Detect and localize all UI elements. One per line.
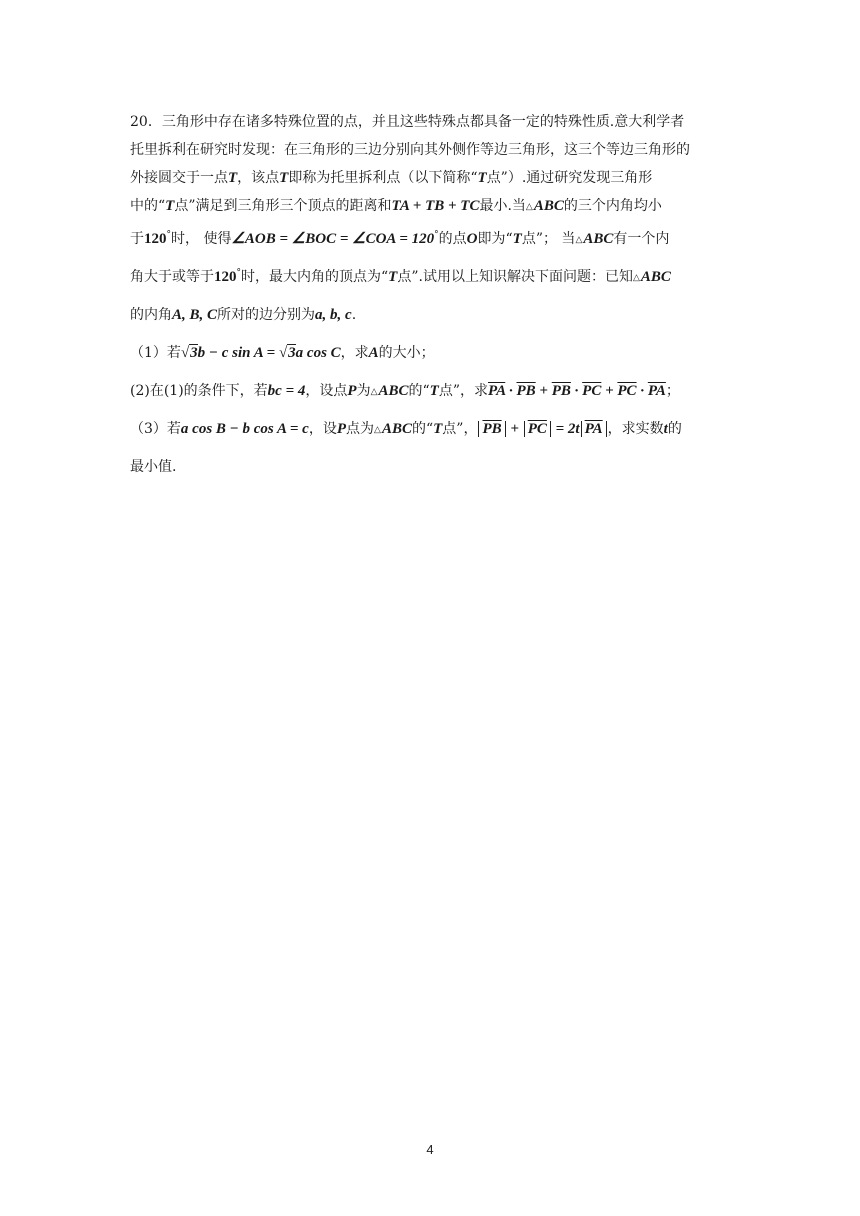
equation-1-middle: b − c sin A = bbox=[197, 345, 279, 361]
math-120: 120 bbox=[144, 231, 167, 247]
text: 时，最大内角的顶点为“ bbox=[241, 269, 389, 285]
triangle-symbol: △ bbox=[370, 386, 378, 396]
text: （3）若 bbox=[130, 421, 181, 437]
text: 外接圆交于一点 bbox=[130, 170, 228, 186]
text: 的“ bbox=[408, 383, 430, 399]
problem-line-5 bbox=[130, 220, 730, 258]
vector-PB: $\overline{PB}$ bbox=[516, 383, 536, 399]
text: ，设点 bbox=[305, 383, 348, 399]
dot-operator: · bbox=[570, 383, 583, 399]
text: 点”，求 bbox=[438, 383, 489, 399]
problem-line-1 bbox=[130, 108, 730, 136]
text: 所对的边分别为 bbox=[217, 307, 316, 323]
problem-line-7 bbox=[130, 296, 730, 334]
math-ABC: ABC bbox=[381, 421, 412, 437]
question-1 bbox=[130, 334, 730, 372]
text: 点”）.通过研究发现三角形 bbox=[486, 170, 653, 186]
math-ABC: ABC bbox=[583, 231, 614, 247]
text: 点”， bbox=[442, 421, 478, 437]
text: 的大小； bbox=[378, 345, 435, 361]
math-P: P bbox=[336, 421, 347, 437]
math-t: t bbox=[663, 421, 668, 437]
math-distance-sum: TA + TB + TC bbox=[391, 198, 480, 214]
text: 中的“ bbox=[130, 198, 166, 214]
triangle-symbol: △ bbox=[374, 424, 381, 434]
question-3-continued bbox=[130, 448, 730, 486]
text: 即称为托里拆利点（以下简称“ bbox=[288, 170, 478, 186]
text: 的内角 bbox=[130, 307, 172, 323]
text: ，设 bbox=[308, 421, 337, 437]
text: 时， 使得 bbox=[171, 231, 232, 247]
text: 为 bbox=[356, 383, 371, 399]
text: 角大于或等于 bbox=[130, 269, 214, 285]
equals-2t: = 2t bbox=[551, 421, 580, 437]
problem-line-6 bbox=[130, 258, 730, 296]
text: 托里拆利在研究时发现：在三角形的三边分别向其外侧作等边三角形，这三个等边三角形的 bbox=[130, 142, 690, 158]
degree-symbol: ° bbox=[236, 268, 241, 278]
text: ； bbox=[665, 383, 680, 399]
text: 20．三角形中存在诸多特殊位置的点，并且这些特殊点都具备一定的特殊性质.意大利学者 bbox=[130, 114, 685, 130]
problem-line-3 bbox=[130, 164, 730, 192]
degree-symbol: ° bbox=[434, 230, 439, 240]
text: 点为 bbox=[346, 421, 375, 437]
text: 的三个内角均小 bbox=[563, 198, 662, 214]
math-T: T bbox=[429, 383, 439, 399]
plus-operator: + bbox=[506, 421, 523, 437]
text: 即为“ bbox=[477, 231, 513, 247]
text: 于 bbox=[130, 231, 144, 247]
vector-PA: $\overline{PA}$ bbox=[647, 383, 666, 399]
vector-PC: $\overline{PC}$ bbox=[617, 383, 637, 399]
magnitude-equation bbox=[477, 421, 607, 437]
math-O: O bbox=[466, 231, 478, 247]
math-angle-set: A, B, C bbox=[172, 307, 218, 323]
math-T: T bbox=[279, 170, 289, 186]
math-T: T bbox=[165, 198, 175, 214]
equation-1 bbox=[181, 344, 341, 361]
dot-operator: · bbox=[636, 383, 648, 399]
vector-PA: $\overline{PA}$ bbox=[488, 383, 506, 399]
vector-PC: $\overline{PC}$ bbox=[582, 383, 602, 399]
text: ，求 bbox=[340, 345, 369, 361]
triangle-symbol: △ bbox=[525, 201, 533, 211]
triangle-symbol: △ bbox=[632, 272, 640, 282]
page-number: 4 bbox=[426, 1142, 434, 1157]
text: 最小.当 bbox=[479, 198, 526, 214]
math-T: T bbox=[433, 421, 443, 437]
math-ABC: ABC bbox=[533, 198, 564, 214]
text: 的“ bbox=[411, 421, 434, 437]
math-P: P bbox=[347, 383, 357, 399]
degree-symbol: ° bbox=[166, 230, 171, 240]
text: ，求实数 bbox=[607, 421, 664, 437]
text: (2)在(1)的条件下，若 bbox=[130, 383, 268, 399]
text: 的 bbox=[667, 421, 682, 437]
math-T: T bbox=[477, 170, 487, 186]
problem-20 bbox=[130, 108, 730, 486]
question-2 bbox=[130, 372, 730, 410]
question-3 bbox=[130, 410, 730, 448]
sqrt-symbol: √ bbox=[180, 345, 190, 361]
math-120: 120 bbox=[214, 269, 237, 285]
math-A: A bbox=[368, 345, 379, 361]
problem-line-4 bbox=[130, 192, 730, 220]
text: 点”满足到三角形三个顶点的距离和 bbox=[174, 198, 392, 214]
vector-PB: $\overline{PB}$ bbox=[482, 421, 502, 437]
vector-PC: $\overline{PC}$ bbox=[527, 421, 547, 437]
text: （1）若 bbox=[130, 345, 181, 361]
sqrt-symbol: √ bbox=[278, 345, 288, 361]
plus-operator: + bbox=[535, 383, 552, 399]
triangle-symbol: △ bbox=[575, 234, 583, 244]
math-T: T bbox=[388, 269, 398, 285]
text: . bbox=[351, 307, 357, 323]
vector-expression bbox=[488, 383, 666, 399]
equation-1-end: a cos C bbox=[295, 345, 341, 361]
text: 点”.试用以上知识解决下面问题：已知 bbox=[397, 269, 633, 285]
math-ABC: ABC bbox=[378, 383, 409, 399]
text: 最小值. bbox=[130, 459, 177, 475]
text: 有一个内 bbox=[613, 231, 670, 247]
text: 点”； 当 bbox=[521, 231, 576, 247]
sqrt-radicand: 3 bbox=[288, 345, 296, 361]
text: ，该点 bbox=[237, 170, 280, 186]
equation-3: a cos B − b cos A = c bbox=[180, 421, 309, 437]
math-ABC: ABC bbox=[640, 269, 671, 285]
math-side-set: a, b, c bbox=[315, 307, 352, 323]
math-bc-equals-4: bc = 4 bbox=[267, 383, 306, 399]
vector-PB: $\overline{PB}$ bbox=[551, 383, 571, 399]
sqrt-radicand: 3 bbox=[190, 345, 198, 361]
problem-line-2 bbox=[130, 136, 730, 164]
math-T: T bbox=[512, 231, 522, 247]
text: 的点 bbox=[438, 231, 467, 247]
math-T: T bbox=[228, 170, 238, 186]
dot-operator: · bbox=[505, 383, 517, 399]
math-angle-equality: ∠AOB = ∠BOC = ∠COA = 120 bbox=[231, 231, 435, 247]
vector-PA: $\overline{PA}$ bbox=[584, 421, 603, 437]
plus-operator: + bbox=[601, 383, 618, 399]
